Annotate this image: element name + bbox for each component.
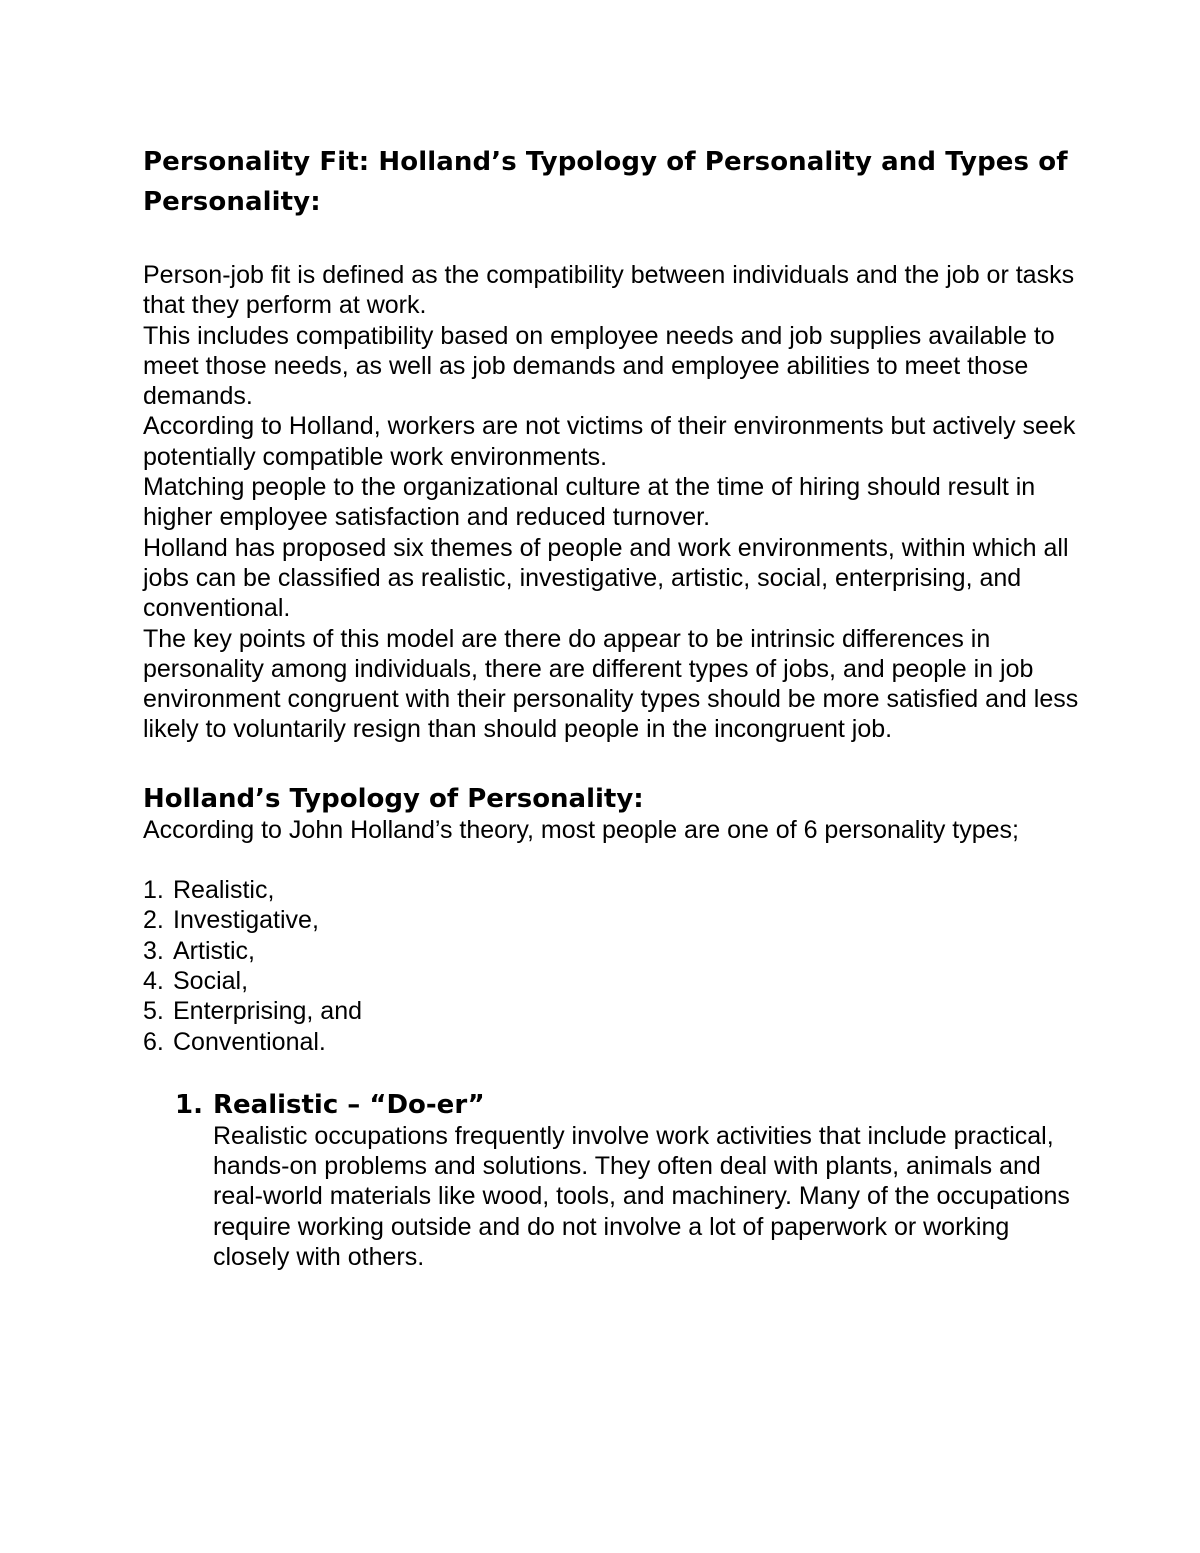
paragraph: Holland has proposed six themes of people and work environments, within which all jobs can be classified as realistic, investigative, artistic, social, enterprising, and conventional. — [143, 533, 1069, 623]
list-item-label: Artistic, — [173, 936, 255, 965]
list-item-number: 2. — [143, 906, 164, 935]
paragraph: According to Holland, workers are not victims of their environments but actively seek potentially compatible work environments. — [143, 412, 1076, 471]
list-item-label: Enterprising, and — [173, 997, 363, 1026]
list-item — [143, 936, 1083, 966]
paragraph: The key points of this model are there do appear to be intrinsic differences in personality among individuals, there are different types of jobs, and people in job environment congruent with their personality types should be more satisfied and less likely to voluntarily resign than should people in the incongruent job. — [143, 624, 1079, 744]
list-item — [143, 875, 1083, 905]
list-item-label: Social, — [173, 966, 249, 995]
list-item-label: Realistic, — [173, 876, 275, 905]
list-item-number: 5. — [143, 997, 164, 1026]
paragraph: This includes compatibility based on employee needs and job supplies available to meet those needs, as well as job demands and employee abilities to meet those demands. — [143, 321, 1055, 411]
list-item — [143, 966, 1083, 996]
spacer — [143, 222, 1083, 260]
section-heading: Holland’s Typology of Personality: — [143, 783, 644, 814]
paragraph: Person-job fit is defined as the compatibility between individuals and the job or tasks that they perform at work. — [143, 261, 1075, 320]
list-item — [143, 1027, 1083, 1057]
list-item — [143, 905, 1083, 935]
list-item-number: 4. — [143, 966, 164, 995]
list-item-label: Investigative, — [173, 906, 319, 935]
document-title: Personality Fit: Holland’s Typology of Personality and Types of Personality: — [143, 147, 1068, 217]
list-item-number: 3. — [143, 936, 164, 965]
list-item — [143, 996, 1083, 1026]
list-item-label: Conventional. — [173, 1027, 326, 1056]
realistic-subsection — [175, 1089, 1083, 1272]
personality-types-list — [143, 875, 1083, 1057]
subsection-heading — [175, 1089, 1083, 1121]
subsection-body: Realistic occupations frequently involve work activities that include practical, hands-on problems and solutions. They often deal with plants, animals and real-world materials like wood, tools, and machinery. Many of the occupations require working outside and do not involve a lot of paperwork or working closely with others. — [213, 1121, 1070, 1272]
subsection-number: 1. — [175, 1089, 203, 1120]
list-item-number: 1. — [143, 876, 164, 905]
document-content — [143, 142, 1083, 1297]
list-item-number: 6. — [143, 1027, 164, 1056]
section-intro: According to John Holland’s theory, most people are one of 6 personality types; — [143, 815, 1019, 844]
paragraph: Matching people to the organizational culture at the time of hiring should result in higher employee satisfaction and reduced turnover. — [143, 473, 1036, 532]
subsection-title: Realistic – “Do-er” — [213, 1089, 485, 1120]
